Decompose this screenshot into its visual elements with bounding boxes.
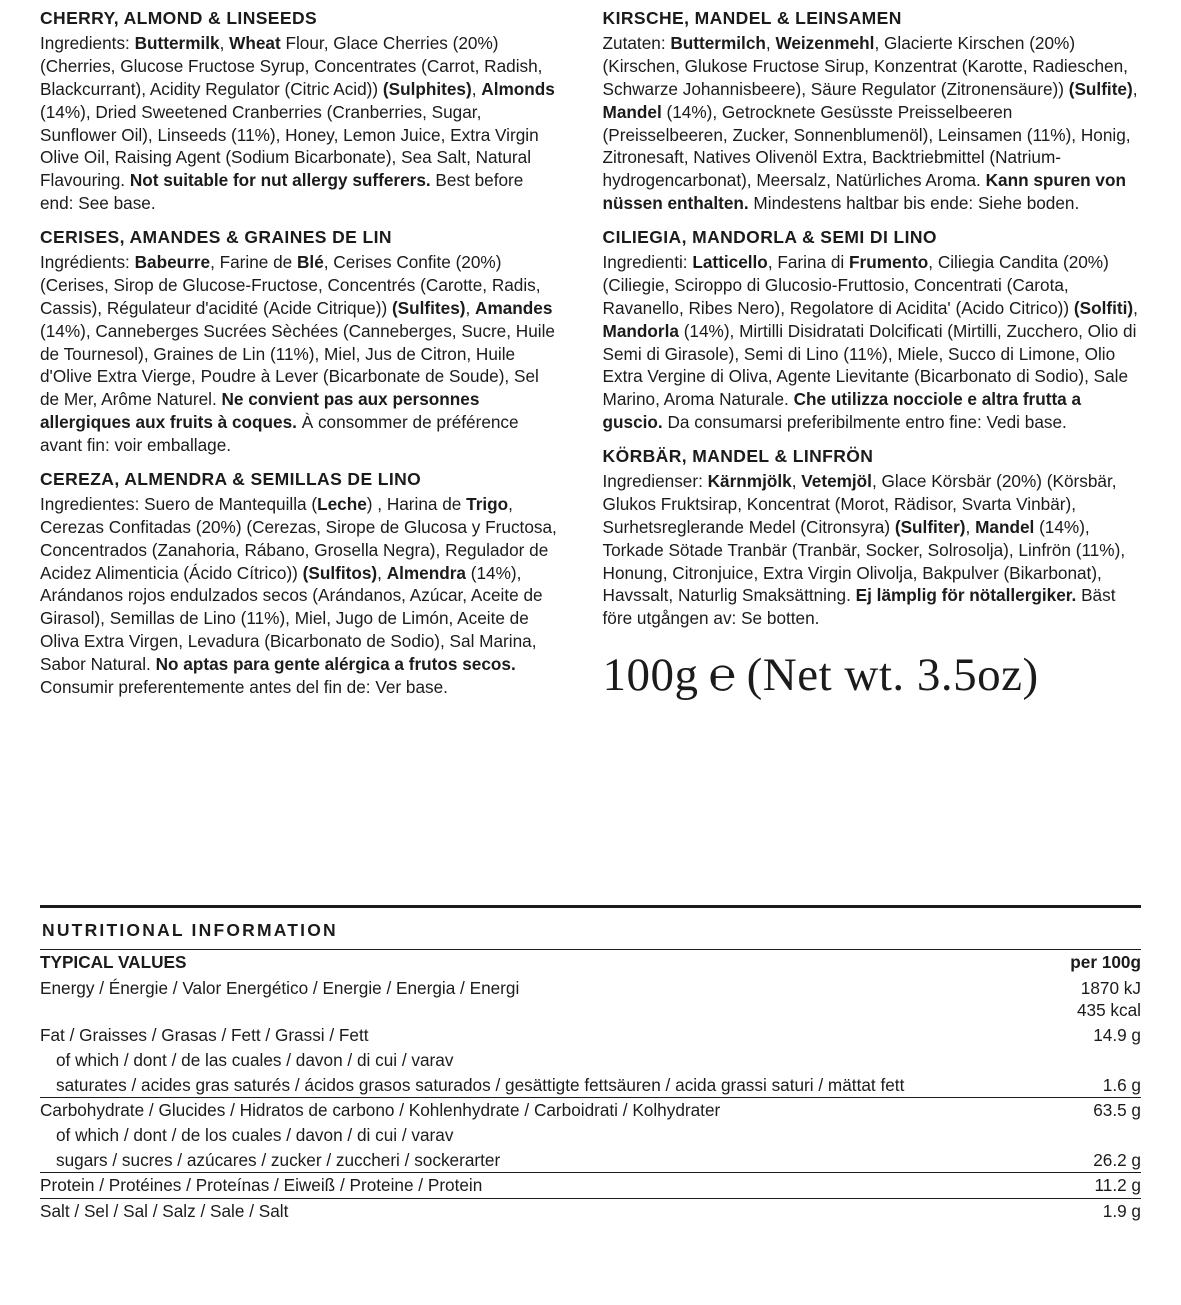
nutrition-table-body — [40, 950, 1141, 976]
nutrient-label: of which / dont / de los cuales / davon / di cui / varav — [56, 1124, 454, 1145]
table-row — [40, 1123, 1141, 1148]
header-typical-values: TYPICAL VALUES — [40, 952, 187, 972]
nutrient-label: Salt / Sel / Sal / Salz / Sale / Salt — [40, 1199, 1021, 1224]
section-title-de: KIRSCHE, MANDEL & LEINSAMEN — [602, 8, 902, 28]
nutrient-value: 11.2 g — [1021, 1173, 1141, 1199]
nutrient-value: 63.5 g — [1021, 1098, 1141, 1123]
section-body-es: Ingredientes: Suero de Mantequilla (Leche) , Harina de Trigo, Cerezas Confitadas (20%) (Cerezas, Sirope de Glucosa y Fructosa, Concentrados (Zanahoria, Rábano, Grosella Negra), Regulador de Acidez Alimenticia (Ácido Cítrico)) (Sulfitos), Almendra (14%), Arándanos rojos endulzados secos (Arándanos, Azúcar, Aceite de Girasol), Semillas de Lino (11%), Miel, Jugo de Limón, Aceite de Oliva Extra Virgen, Levadura (Bicarbonato de Sodio), Sal Marina, Sabor Natural. No aptas para gente alérgica a frutos secos. Consumir preferentemente antes del fin de: Ver base. — [40, 493, 557, 697]
nutrient-label: sugars / sucres / azúcares / zucker / zuccheri / sockerarter — [56, 1149, 501, 1170]
net-weight-imperial: (Net wt. 3.5oz) — [746, 649, 1039, 702]
nutrient-label: Protein / Protéines / Proteínas / Eiweiß / Proteine / Protein — [40, 1173, 1021, 1199]
nutrient-value-secondary: 435 kcal — [1076, 1000, 1141, 1021]
nutrient-value: 1.9 g — [1021, 1199, 1141, 1224]
ingredients-section-fr — [40, 227, 559, 457]
section-body-en: Ingredients: Buttermilk, Wheat Flour, Glace Cherries (20%) (Cherries, Glucose Fructose Syrup, Concentrates (Carrot, Radish, Blackcurrant), Acidity Regulator (Citric Acid)) (Sulphites), Almonds (14%), Dried Sweetened Cranberries (Cranberries, Sugar, Sunflower Oil), Linseeds (11%), Honey, Lemon Juice, Extra Virgin Olive Oil, Raising Agent (Sodium Bicarbonate), Sea Salt, Natural Flavouring. Not suitable for nut allergy sufferers. Best before end: See base. — [40, 33, 555, 214]
section-title-fr: CERISES, AMANDES & GRAINES DE LIN — [40, 227, 392, 247]
section-title-it: CILIEGIA, MANDORLA & SEMI DI LINO — [602, 227, 937, 247]
nutrient-value — [1021, 1123, 1141, 1148]
section-body-fr: Ingrédients: Babeurre, Farine de Blé, Cerises Confite (20%) (Cerises, Sirop de Glucose-Fructose, Concentrés (Carotte, Radis, Cassis), Régulateur d'acidité (Acide Citrique)) (Sulfites), Amandes (14%), Canneberges Sucrées Sèchées (Canneberges, Sucre, Huile de Tournesol), Graines de Lin (11%), Miel, Jus de Citron, Huile d'Olive Extra Vierge, Poudre à Lever (Bicarbonate de Soude), Sel de Mer, Arôme Naturel. Ne convient pas aux personnes allergiques aux fruits à coques. À consommer de préférence avant fin: voir emballage. — [40, 252, 555, 455]
table-row — [40, 1023, 1141, 1048]
net-weight-statement — [603, 648, 1141, 702]
nutrient-value: 26.2 g — [1093, 1149, 1141, 1170]
estimated-sign-icon: ℮ — [708, 649, 737, 701]
ingredients-columns — [40, 8, 1141, 711]
table-header-row — [40, 950, 1141, 976]
nutrient-value-primary: 1870 kJ — [1080, 977, 1141, 998]
net-weight-metric: 100g — [602, 649, 699, 702]
ingredients-section-it — [603, 227, 1141, 434]
nutrient-label: Carbohydrate / Glucides / Hidratos de carbono / Kohlenhydrate / Carboidrati / Kolhydrater — [40, 1098, 1021, 1123]
nutrient-value: 1.6 g — [1102, 1074, 1141, 1095]
table-row — [40, 1199, 1141, 1224]
table-row — [40, 1148, 1141, 1173]
section-title-sv: KÖRBÄR, MANDEL & LINFRÖN — [602, 446, 874, 466]
ingredients-column-right — [603, 8, 1141, 702]
panel-top-rule — [40, 905, 1141, 908]
table-row — [40, 1048, 1141, 1073]
section-body-de: Zutaten: Buttermilch, Weizenmehl, Glacierte Kirschen (20%) (Kirschen, Glukose Fructose Sirup, Konzentrat (Karotte, Radieschen, Schwarze Johannisbeere), Säure Regulator (Zitronensäure)) (Sulfite), Mandel (14%), Getrocknete Gesüsste Preisselbeeren (Preisselbeeren, Zucker, Sonnenblumenöl), Leinsamen (11%), Honig, Zitronesaft, Natives Olivenöl Extra, Backtriebmittel (Natrium-hydrogencarbonat), Meersalz, Natürliches Aroma. Kann spuren von nüssen enthalten. Mindestens haltbar bis ende: Siehe boden. — [602, 33, 1138, 214]
ingredients-section-es — [40, 469, 559, 699]
section-body-it: Ingredienti: Latticello, Farina di Frumento, Ciliegia Candita (20%) (Ciliegie, Sciroppo di Glucosio-Fruttosio, Concentrati (Carota, Ravanello, Ribes Nero), Regolatore di Acidita' (Acido Citrico)) (Solfiti), Mandorla (14%), Mirtilli Disidratati Dolcificati (Mirtilli, Zucchero, Olio di Semi di Girasole), Semi di Lino (11%), Miele, Succo di Limone, Olio Extra Vergine di Oliva, Agente Lievitante (Bicarbonato di Sodio), Sale Marino, Aroma Naturale. Che utilizza nocciole e altra frutta a guscio. Da consumarsi preferibilmente entro fine: Vedi base. — [602, 252, 1138, 433]
nutrient-label: saturates / acides gras saturés / ácidos grasos saturados / gesättigte fettsäuren / acida grassi saturi / mättat fett — [56, 1074, 905, 1095]
nutrient-value: 14.9 g — [1093, 1025, 1141, 1046]
nutrition-rows — [40, 976, 1141, 1224]
table-row — [40, 976, 1141, 1023]
nutrient-label: Energy / Énergie / Valor Energético / Energie / Energia / Energi — [40, 977, 520, 998]
nutritional-information-heading: NUTRITIONAL INFORMATION — [42, 920, 338, 940]
nutrient-label: Fat / Graisses / Grasas / Fett / Grassi / Fett — [40, 1025, 369, 1046]
nutrient-value — [1021, 976, 1141, 1023]
nutrition-table — [40, 950, 1141, 1224]
table-row — [40, 1098, 1141, 1123]
section-title-en: CHERRY, ALMOND & LINSEEDS — [40, 8, 318, 28]
nutritional-information-panel — [40, 905, 1141, 1224]
table-row — [40, 1073, 1141, 1098]
nutrient-value — [1021, 1048, 1141, 1073]
table-row — [40, 1173, 1141, 1199]
nutrient-label: of which / dont / de las cuales / davon / di cui / varav — [56, 1049, 454, 1070]
ingredients-section-sv — [603, 446, 1141, 630]
section-title-es: CEREZA, ALMENDRA & SEMILLAS DE LINO — [40, 468, 422, 489]
ingredients-section-en — [40, 8, 559, 215]
ingredients-column-left — [40, 8, 559, 711]
section-body-sv: Ingredienser: Kärnmjölk, Vetemjöl, Glace Körsbär (20%) (Körsbär, Glukos Fruktsirap, Koncentrat (Morot, Rädisor, Svarta Vinbär), Surhetsreglerande Medel (Citronsyra) (Sulfiter), Mandel (14%), Torkade Sötade Tranbär (Tranbär, Socker, Solrosolja), Linfrön (11%), Honung, Citronjuice, Extra Virgin Olivolja, Bakpulver (Bikarbonat), Havssalt, Naturlig Smaksättning. Ej lämplig för nötallergiker. Bäst före utgången av: Se botten. — [602, 471, 1126, 629]
header-per-100g: per 100g — [1070, 952, 1141, 972]
ingredients-section-de — [603, 8, 1141, 215]
